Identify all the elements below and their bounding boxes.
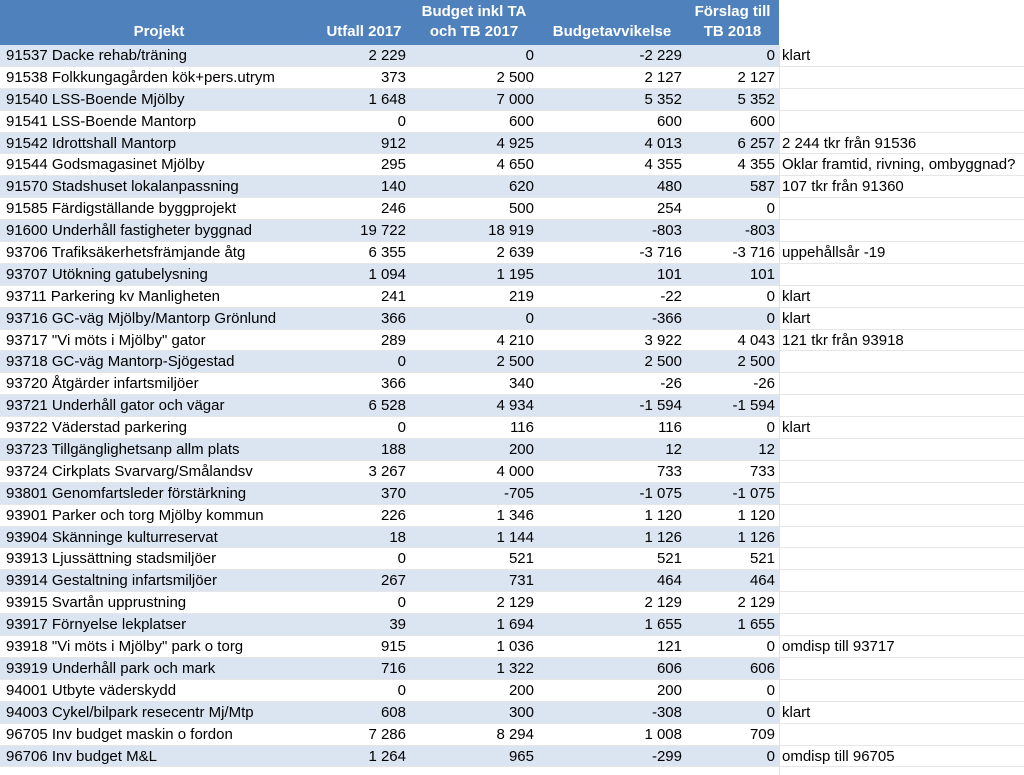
- cell-note[interactable]: [782, 89, 1022, 111]
- cell-budgetavvikelse[interactable]: -803: [651, 222, 682, 240]
- cell-budget[interactable]: 1 195: [496, 265, 534, 283]
- cell-utfall[interactable]: 0: [397, 550, 406, 568]
- cell-projekt[interactable]: 91537 Dacke rehab/träning: [6, 47, 187, 64]
- table-row[interactable]: [0, 111, 1024, 133]
- cell-budgetavvikelse[interactable]: -299: [651, 747, 682, 765]
- cell-budgetavvikelse[interactable]: 1 120: [644, 506, 682, 524]
- cell-projekt[interactable]: 91540 LSS-Boende Mjölby: [6, 90, 185, 108]
- table-row[interactable]: [0, 417, 1024, 439]
- cell-forslag[interactable]: 709: [749, 725, 775, 743]
- cell-note[interactable]: 107 tkr från 91360: [782, 178, 904, 196]
- cell-budgetavvikelse[interactable]: 101: [656, 265, 682, 283]
- cell-budgetavvikelse[interactable]: 200: [656, 681, 682, 699]
- cell-utfall[interactable]: 0: [397, 353, 406, 371]
- cell-budgetavvikelse[interactable]: -1 075: [639, 484, 682, 502]
- cell-budget[interactable]: 500: [508, 200, 534, 218]
- table-row[interactable]: [0, 308, 1024, 330]
- cell-note[interactable]: [782, 680, 1022, 702]
- table-row[interactable]: [0, 330, 1024, 352]
- cell-note[interactable]: uppehållsår -19: [782, 244, 886, 262]
- cell-projekt[interactable]: 93914 Gestaltning infartsmiljöer: [6, 572, 217, 590]
- cell-forslag[interactable]: 12: [758, 441, 775, 459]
- cell-note[interactable]: [782, 658, 1022, 680]
- cell-forslag[interactable]: 5 352: [737, 90, 775, 108]
- table-row[interactable]: [0, 570, 1024, 592]
- table-row[interactable]: [0, 286, 1024, 308]
- cell-utfall[interactable]: 188: [380, 441, 406, 459]
- cell-forslag[interactable]: 0: [766, 47, 775, 64]
- cell-note[interactable]: klart: [782, 703, 811, 721]
- table-row[interactable]: [0, 351, 1024, 373]
- table-row[interactable]: [0, 461, 1024, 483]
- cell-forslag[interactable]: 733: [749, 462, 775, 480]
- cell-budgetavvikelse[interactable]: 480: [656, 178, 682, 196]
- column-header-projekt[interactable]: Projekt: [133, 23, 185, 40]
- cell-forslag[interactable]: 4 355: [737, 156, 775, 174]
- table-row[interactable]: [0, 548, 1024, 570]
- cell-projekt[interactable]: 93722 Väderstad parkering: [6, 419, 187, 437]
- table-row[interactable]: [0, 636, 1024, 658]
- cell-utfall[interactable]: 18: [389, 528, 406, 546]
- table-row[interactable]: [0, 264, 1024, 286]
- cell-budget[interactable]: 2 129: [496, 594, 534, 612]
- cell-budgetavvikelse[interactable]: 606: [656, 659, 682, 677]
- cell-forslag[interactable]: 1 120: [737, 506, 775, 524]
- cell-budgetavvikelse[interactable]: 2 500: [644, 353, 682, 371]
- cell-utfall[interactable]: 915: [380, 638, 406, 656]
- cell-budgetavvikelse[interactable]: -1 594: [639, 397, 682, 415]
- cell-note[interactable]: [782, 264, 1022, 286]
- cell-projekt[interactable]: 93723 Tillgänglighetsanp allm plats: [6, 441, 240, 459]
- cell-budget[interactable]: 4 210: [496, 331, 534, 349]
- cell-forslag[interactable]: 0: [766, 638, 775, 656]
- cell-utfall[interactable]: 226: [380, 506, 406, 524]
- cell-note[interactable]: [782, 351, 1022, 373]
- cell-utfall[interactable]: 716: [380, 659, 406, 677]
- cell-projekt[interactable]: 94003 Cykel/bilpark resecentr Mj/Mtp: [6, 703, 254, 721]
- cell-utfall[interactable]: 366: [380, 375, 406, 393]
- cell-budgetavvikelse[interactable]: 464: [656, 572, 682, 590]
- cell-budgetavvikelse[interactable]: 12: [665, 441, 682, 459]
- cell-budgetavvikelse[interactable]: -2 229: [639, 47, 682, 64]
- cell-budget[interactable]: 340: [508, 375, 534, 393]
- cell-utfall[interactable]: 39: [389, 616, 406, 634]
- cell-budgetavvikelse[interactable]: -366: [651, 309, 682, 327]
- cell-note[interactable]: [782, 439, 1022, 461]
- cell-projekt[interactable]: 91585 Färdigställande byggprojekt: [6, 200, 237, 218]
- cell-budget[interactable]: 200: [508, 681, 534, 699]
- cell-projekt[interactable]: 91538 Folkkungagården kök+pers.utrym: [6, 68, 275, 86]
- table-row[interactable]: [0, 527, 1024, 549]
- cell-note[interactable]: 2 244 tkr från 91536: [782, 134, 917, 152]
- cell-budget[interactable]: 2 500: [496, 353, 534, 371]
- cell-budget[interactable]: 2 500: [496, 68, 534, 86]
- cell-note[interactable]: [782, 527, 1022, 549]
- cell-budget[interactable]: 1 036: [496, 638, 534, 656]
- cell-budget[interactable]: 4 934: [496, 397, 534, 415]
- cell-budget[interactable]: 2 639: [496, 244, 534, 262]
- cell-forslag[interactable]: 2 127: [737, 68, 775, 86]
- cell-projekt[interactable]: 93720 Åtgärder infartsmiljöer: [6, 375, 199, 393]
- cell-note[interactable]: [782, 724, 1022, 746]
- cell-note[interactable]: [782, 220, 1022, 242]
- column-header-forslag[interactable]: Förslag till TB 2018: [694, 3, 771, 40]
- column-header-utfall[interactable]: Utfall 2017: [326, 23, 402, 40]
- table-row[interactable]: [0, 724, 1024, 746]
- cell-utfall[interactable]: 289: [380, 331, 406, 349]
- cell-utfall[interactable]: 1 094: [368, 265, 406, 283]
- cell-budget[interactable]: 116: [510, 419, 534, 437]
- cell-note[interactable]: [782, 111, 1022, 133]
- cell-utfall[interactable]: 6 355: [368, 244, 406, 262]
- cell-utfall[interactable]: 241: [380, 287, 406, 305]
- cell-budget[interactable]: 7 000: [496, 90, 534, 108]
- cell-budgetavvikelse[interactable]: 521: [656, 550, 682, 568]
- cell-budgetavvikelse[interactable]: 733: [656, 462, 682, 480]
- column-header-budget[interactable]: Budget inkl TA och TB 2017: [421, 3, 527, 40]
- table-row[interactable]: [0, 133, 1024, 155]
- table-row[interactable]: [0, 242, 1024, 264]
- cell-projekt[interactable]: 94001 Utbyte väderskydd: [6, 681, 177, 699]
- cell-projekt[interactable]: 93801 Genomfartsleder förstärkning: [6, 484, 247, 502]
- cell-forslag[interactable]: 1 655: [737, 616, 775, 634]
- cell-utfall[interactable]: 1 648: [368, 90, 406, 108]
- cell-forslag[interactable]: 0: [766, 200, 775, 218]
- cell-note[interactable]: klart: [782, 419, 811, 437]
- cell-note[interactable]: [782, 198, 1022, 220]
- cell-budget[interactable]: -705: [503, 484, 534, 502]
- cell-budgetavvikelse[interactable]: 2 129: [644, 594, 682, 612]
- cell-utfall[interactable]: 0: [397, 419, 406, 437]
- table-row[interactable]: [0, 198, 1024, 220]
- cell-forslag[interactable]: 0: [766, 309, 775, 327]
- cell-utfall[interactable]: 2 229: [368, 47, 406, 64]
- column-header-budgetavvikelse[interactable]: Budgetavvikelse: [552, 23, 672, 40]
- table-row[interactable]: [0, 483, 1024, 505]
- cell-projekt[interactable]: 93918 "Vi möts i Mjölby" park o torg: [6, 638, 244, 656]
- column-divider: [779, 45, 780, 775]
- cell-budget[interactable]: 4 000: [496, 462, 534, 480]
- cell-forslag[interactable]: 101: [749, 265, 775, 283]
- cell-utfall[interactable]: 19 722: [360, 222, 406, 240]
- cell-budget[interactable]: 521: [508, 550, 534, 568]
- cell-projekt[interactable]: 91541 LSS-Boende Mantorp: [6, 112, 197, 130]
- cell-budget[interactable]: 18 919: [488, 222, 534, 240]
- cell-forslag[interactable]: 0: [766, 703, 775, 721]
- cell-budgetavvikelse[interactable]: 1 008: [644, 725, 682, 743]
- cell-projekt[interactable]: 93711 Parkering kv Manligheten: [6, 287, 221, 305]
- cell-projekt[interactable]: 96706 Inv budget M&L: [6, 747, 157, 765]
- cell-forslag[interactable]: -803: [744, 222, 775, 240]
- cell-note[interactable]: 121 tkr från 93918: [782, 331, 904, 349]
- cell-note[interactable]: [782, 505, 1022, 527]
- table-row[interactable]: [0, 89, 1024, 111]
- cell-forslag[interactable]: 464: [749, 572, 775, 590]
- cell-budgetavvikelse[interactable]: 254: [656, 200, 682, 218]
- table-row[interactable]: [0, 505, 1024, 527]
- cell-utfall[interactable]: 3 267: [368, 462, 406, 480]
- cell-utfall[interactable]: 912: [380, 134, 406, 152]
- cell-budgetavvikelse[interactable]: 2 127: [644, 68, 682, 86]
- cell-budget[interactable]: 0: [525, 309, 534, 327]
- cell-note[interactable]: [782, 548, 1022, 570]
- table-row[interactable]: [0, 439, 1024, 461]
- cell-note[interactable]: klart: [782, 287, 811, 305]
- cell-budgetavvikelse[interactable]: 5 352: [644, 90, 682, 108]
- cell-projekt[interactable]: 93915 Svartån upprustning: [6, 594, 187, 612]
- cell-budgetavvikelse[interactable]: -22: [660, 287, 682, 305]
- cell-note[interactable]: [782, 483, 1022, 505]
- cell-forslag[interactable]: 6 257: [737, 134, 775, 152]
- cell-forslag[interactable]: 521: [749, 550, 775, 568]
- cell-projekt[interactable]: 91544 Godsmagasinet Mjölby: [6, 156, 205, 174]
- cell-forslag[interactable]: 587: [749, 178, 775, 196]
- cell-budgetavvikelse[interactable]: 600: [656, 112, 682, 130]
- cell-projekt[interactable]: 93919 Underhåll park och mark: [6, 659, 216, 677]
- cell-note[interactable]: klart: [782, 47, 811, 64]
- cell-utfall[interactable]: 0: [397, 112, 406, 130]
- table-header: [0, 0, 779, 45]
- cell-budgetavvikelse[interactable]: -308: [651, 703, 682, 721]
- table-row[interactable]: [0, 680, 1024, 702]
- cell-projekt[interactable]: 96705 Inv budget maskin o fordon: [6, 725, 233, 743]
- cell-projekt[interactable]: 93904 Skänninge kulturreservat: [6, 528, 218, 546]
- cell-forslag[interactable]: 600: [749, 112, 775, 130]
- cell-budget[interactable]: 731: [508, 572, 534, 590]
- cell-budget[interactable]: 8 294: [496, 725, 534, 743]
- cell-note[interactable]: [782, 395, 1022, 417]
- cell-budget[interactable]: 965: [508, 747, 534, 765]
- cell-budgetavvikelse[interactable]: 1 126: [644, 528, 682, 546]
- table-row[interactable]: [0, 614, 1024, 636]
- table-row[interactable]: [0, 67, 1024, 89]
- cell-budget[interactable]: 620: [508, 178, 534, 196]
- cell-budgetavvikelse[interactable]: 4 355: [644, 156, 682, 174]
- cell-utfall[interactable]: 1 264: [368, 747, 406, 765]
- cell-budget[interactable]: 4 925: [496, 134, 534, 152]
- table-row[interactable]: [0, 702, 1024, 724]
- cell-utfall[interactable]: 267: [380, 572, 406, 590]
- cell-note[interactable]: Oklar framtid, rivning, ombyggnad?: [782, 156, 1016, 174]
- cell-forslag[interactable]: 1 126: [737, 528, 775, 546]
- cell-forslag[interactable]: -3 716: [732, 244, 775, 262]
- cell-projekt[interactable]: 93724 Cirkplats Svarvarg/Smålandsv: [6, 462, 253, 480]
- cell-forslag[interactable]: 2 129: [737, 594, 775, 612]
- cell-note[interactable]: [782, 461, 1022, 483]
- cell-forslag[interactable]: 606: [749, 659, 775, 677]
- table-row[interactable]: [0, 592, 1024, 614]
- cell-utfall[interactable]: 6 528: [368, 397, 406, 415]
- cell-note[interactable]: [782, 570, 1022, 592]
- cell-projekt[interactable]: 91542 Idrottshall Mantorp: [6, 134, 177, 152]
- cell-projekt[interactable]: 93717 "Vi möts i Mjölby" gator: [6, 331, 206, 349]
- cell-forslag[interactable]: -1 075: [732, 484, 775, 502]
- cell-projekt[interactable]: 93901 Parker och torg Mjölby kommun: [6, 506, 264, 524]
- table-row[interactable]: [0, 176, 1024, 198]
- cell-forslag[interactable]: 0: [766, 419, 775, 437]
- cell-budget[interactable]: 219: [508, 287, 534, 305]
- table-body: [0, 45, 1024, 767]
- table-row[interactable]: [0, 746, 1024, 768]
- cell-note[interactable]: [782, 67, 1022, 89]
- cell-budgetavvikelse[interactable]: 121: [656, 638, 682, 656]
- cell-utfall[interactable]: 0: [397, 594, 406, 612]
- cell-budget[interactable]: 1 694: [496, 616, 534, 634]
- table-row[interactable]: [0, 395, 1024, 417]
- table-row[interactable]: [0, 658, 1024, 680]
- cell-utfall[interactable]: 246: [380, 200, 406, 218]
- cell-forslag[interactable]: 0: [766, 681, 775, 699]
- cell-utfall[interactable]: 295: [380, 156, 406, 174]
- cell-budgetavvikelse[interactable]: 3 922: [644, 331, 682, 349]
- cell-projekt[interactable]: 93718 GC-väg Mantorp-Sjögestad: [6, 353, 235, 371]
- cell-forslag[interactable]: 4 043: [737, 331, 775, 349]
- cell-note[interactable]: omdisp till 96705: [782, 747, 895, 765]
- cell-note[interactable]: klart: [782, 309, 811, 327]
- table-row[interactable]: [0, 373, 1024, 395]
- cell-projekt[interactable]: 93716 GC-väg Mjölby/Mantorp Grönlund: [6, 309, 277, 327]
- cell-projekt[interactable]: 91600 Underhåll fastigheter byggnad: [6, 222, 253, 240]
- cell-note[interactable]: omdisp till 93717: [782, 638, 895, 656]
- cell-note[interactable]: [782, 373, 1022, 395]
- cell-utfall[interactable]: 7 286: [368, 725, 406, 743]
- cell-budget[interactable]: 600: [508, 112, 534, 130]
- cell-note[interactable]: [782, 614, 1022, 636]
- cell-projekt[interactable]: 93706 Trafiksäkerhetsfrämjande åtg: [6, 244, 246, 262]
- cell-budget[interactable]: 0: [525, 47, 534, 64]
- cell-projekt[interactable]: 91570 Stadshuset lokalanpassning: [6, 178, 239, 196]
- cell-projekt[interactable]: 93913 Ljussättning stadsmiljöer: [6, 550, 217, 568]
- cell-forslag[interactable]: -1 594: [732, 397, 775, 415]
- cell-utfall[interactable]: 0: [397, 681, 406, 699]
- cell-forslag[interactable]: -26: [753, 375, 775, 393]
- cell-budgetavvikelse[interactable]: 4 013: [644, 134, 682, 152]
- table-row[interactable]: [0, 220, 1024, 242]
- cell-utfall[interactable]: 366: [380, 309, 406, 327]
- cell-utfall[interactable]: 140: [380, 178, 406, 196]
- cell-forslag[interactable]: 0: [766, 747, 775, 765]
- cell-budgetavvikelse[interactable]: -26: [660, 375, 682, 393]
- cell-budgetavvikelse[interactable]: -3 716: [639, 244, 682, 262]
- table-row[interactable]: [0, 154, 1024, 176]
- cell-forslag[interactable]: 0: [766, 287, 775, 305]
- cell-budget[interactable]: 1 322: [496, 659, 534, 677]
- cell-projekt[interactable]: 93707 Utökning gatubelysning: [6, 265, 208, 283]
- cell-forslag[interactable]: 2 500: [737, 353, 775, 371]
- cell-note[interactable]: [782, 592, 1022, 614]
- cell-projekt[interactable]: 93917 Förnyelse lekplatser: [6, 616, 187, 634]
- cell-budget[interactable]: 1 346: [496, 506, 534, 524]
- cell-budget[interactable]: 1 144: [496, 528, 534, 546]
- cell-budget[interactable]: 300: [508, 703, 534, 721]
- cell-budget[interactable]: 4 650: [496, 156, 534, 174]
- cell-projekt[interactable]: 93721 Underhåll gator och vägar: [6, 397, 225, 415]
- cell-utfall[interactable]: 608: [380, 703, 406, 721]
- table-row[interactable]: [0, 45, 1024, 67]
- cell-utfall[interactable]: 370: [380, 484, 406, 502]
- cell-utfall[interactable]: 373: [380, 68, 406, 86]
- cell-budgetavvikelse[interactable]: 1 655: [644, 616, 682, 634]
- cell-budget[interactable]: 200: [508, 441, 534, 459]
- cell-budgetavvikelse[interactable]: 116: [658, 419, 682, 437]
